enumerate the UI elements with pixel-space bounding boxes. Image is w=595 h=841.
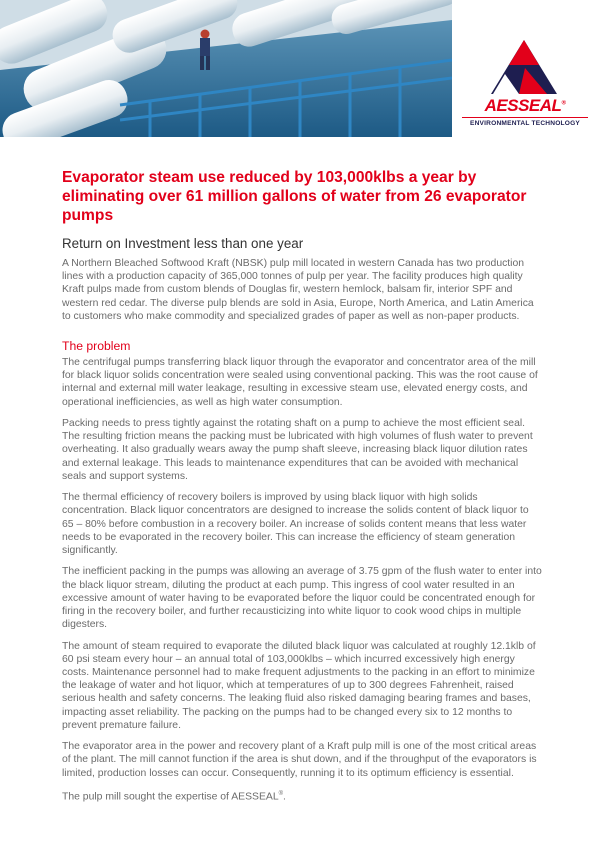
paper-mill-photo-icon (0, 0, 452, 137)
aesseal-triangle-logo-icon (489, 38, 559, 96)
intro-paragraph: A Northern Bleached Softwood Kraft (NBSK) pulp mill located in western Canada has two production lines with a production capacity of 365,000 tonnes of pulp per year. The facility produces high quality Kraft pulps made from custom blends of Douglas fir, western hemlock, balsam fir, interior SPF and western red cedar. The diverse pulp blends are sold in Asia, Europe, North America, and Latin America to customers who make commodity and specialized grades of paper as well as non-paper products. (62, 258, 534, 322)
closing-paragraph: The pulp mill sought the expertise of AESSEAL®. (62, 791, 286, 803)
problem-paragraph: The evaporator area in the power and recovery plant of a Kraft pulp mill is one of the most critical areas of the plant. The mill cannot function if the area is shut down, and if the throughput of the evaporators is limited, production losses can occur. Consequently, running it to its optimum efficiency is essential. (62, 741, 537, 779)
page-title: Evaporator steam use reduced by 103,000klbs a year by eliminating over 61 million gallons of water from 26 evaporator pumps (62, 169, 527, 224)
page-subtitle: Return on Investment less than one year (62, 236, 304, 251)
logo-block (452, 0, 595, 137)
problem-paragraph: Packing needs to press tightly against the rotating shaft on a pump to achieve the most efficient seal. The resulting friction means the packing must be lubricated with high volumes of flush water to prevent overheating. It also gradually wears away the pump shaft sleeve, increasing black liquor dilution rates and external leakage. This leads to maintenance expenditures that can be avoided with mechanical seals and support systems. (62, 418, 533, 482)
problem-paragraph: The centrifugal pumps transferring black liquor through the evaporator and concentrator area of the mill for black liquor solids concentration were sealed using conventional packing. This was the root cause of internal and external mill water leakage, resulting in excessive steam use, elevated energy costs, and operational inefficiencies, as well as high water consumption. (62, 357, 538, 408)
brand-name: AESSEAL® (484, 96, 566, 115)
problem-paragraph: The inefficient packing in the pumps was allowing an average of 3.75 gpm of the flush water to enter into the black liquor stream, diluting the product at each pump. This ingress of cool water resulted in an excessive amount of water having to be evaporated before the liquor could be concentrated enough for firing in the recovery boiler, and further recausticizing into white liquor to cook wood chips in multiple digesters. (62, 566, 542, 631)
section-heading-problem: The problem (62, 339, 131, 354)
header-photo (0, 0, 452, 137)
brand-tagline: ENVIRONMENTAL TECHNOLOGY (469, 120, 581, 127)
article-body (62, 168, 542, 812)
problem-paragraph: The thermal efficiency of recovery boilers is improved by using black liquor with high solids concentration. Black liquor concentrators are designed to increase the solids content of black liquor to 65 – 80% before combustion in a recovery boiler. An increase of solids content means that less water needs to be evaporated in the recovery boiler. This can increase the efficiency of steam generation significantly. (62, 492, 529, 557)
problem-paragraph: The amount of steam required to evaporate the diluted black liquor was calculated at roughly 12.1klb of 60 psi steam every hour – an annual total of 103,000klbs – which incurred excessively high energy costs. Maintenance personnel had to make frequent adjustments to the packing in an effort to minimize the leakage of water and hot liquor, which at temperatures of up to 300 degrees Fahrenheit, raised serious health and safety concerns. The leaking fluid also risked damaging bearing frames and bases, impacting asset reliability. The packing on the pumps had to be changed every six to 12 months to prevent premature failure. (62, 640, 536, 731)
logo-divider (462, 117, 588, 118)
